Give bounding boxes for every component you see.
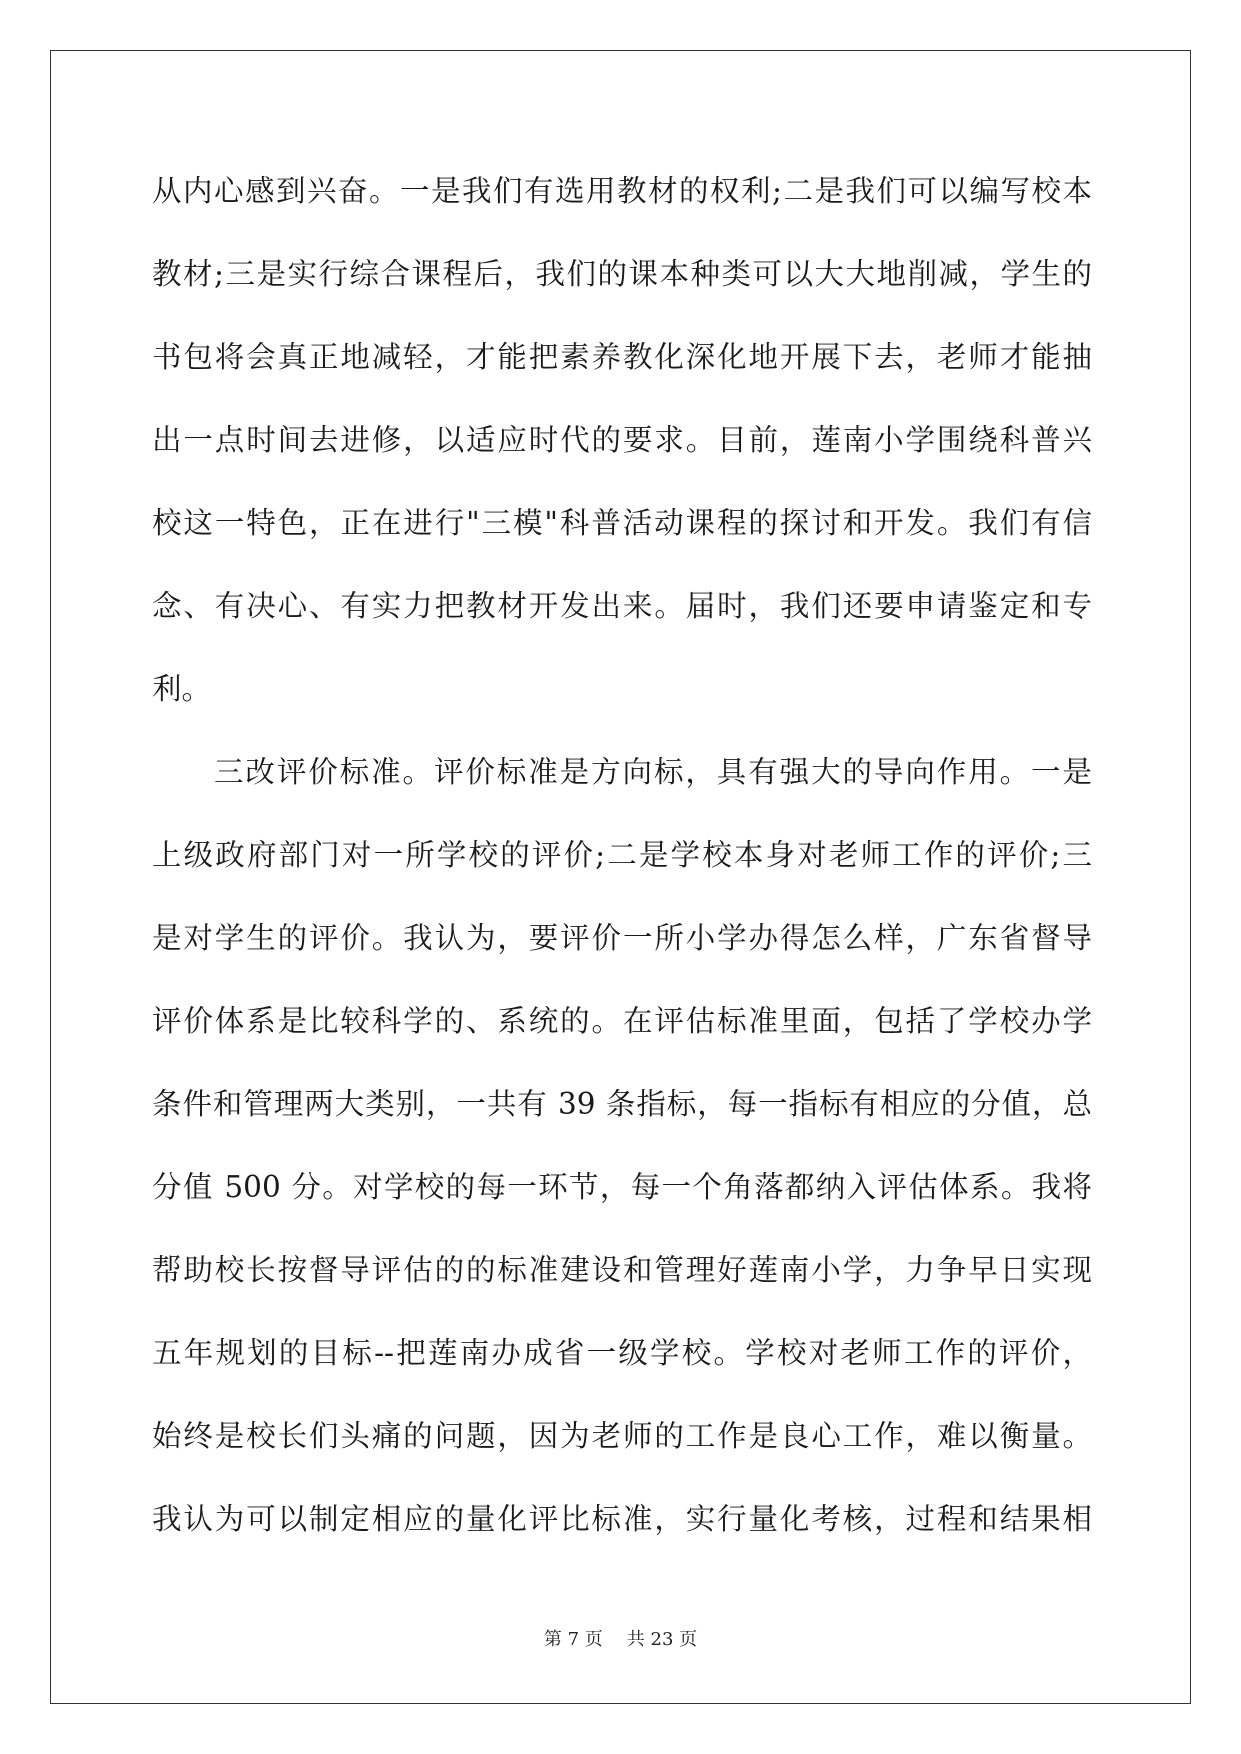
text-line: 教材;三是实行综合课程后，我们的课本种类可以大大地削减，学生的 [152,257,1092,291]
text-line: 书包将会真正地减轻，才能把素养教化深化地开展下去，老师才能抽 [152,340,1092,374]
text-line: 帮助校长按督导评估的的标准建设和管理好莲南小学，力争早日实现 [152,1253,1092,1287]
page-number: 第 7 页 [543,1629,603,1650]
text-line: 利。 [152,672,212,706]
text-line: 是对学生的评价。我认为，要评价一所小学办得怎么样，广东省督导 [152,921,1092,955]
text-line: 我认为可以制定相应的量化评比标准，实行量化考核，过程和结果相 [152,1502,1092,1536]
text-line: 三改评价标准。评价标准是方向标，具有强大的导向作用。一是 [214,755,1092,789]
page-footer [0,1628,1241,1652]
document-body [152,150,1092,1561]
page-total: 共 23 页 [626,1629,698,1650]
text-line: 从内心感到兴奋。一是我们有选用教材的权利;二是我们可以编写校本 [152,174,1092,208]
text-line: 出一点时间去进修，以适应时代的要求。目前，莲南小学围绕科普兴 [152,423,1092,457]
text-line: 上级政府部门对一所学校的评价;二是学校本身对老师工作的评价;三 [152,838,1092,872]
text-line: 分值 500 分。对学校的每一环节，每一个角落都纳入评估体系。我将 [152,1170,1092,1204]
text-line: 始终是校长们头痛的问题，因为老师的工作是良心工作，难以衡量。 [152,1419,1092,1453]
text-line: 条件和管理两大类别，一共有 39 条指标，每一指标有相应的分值，总 [152,1087,1092,1121]
text-line: 五年规划的目标--把莲南办成省一级学校。学校对老师工作的评价， [152,1336,1092,1370]
text-line: 念、有决心、有实力把教材开发出来。届时，我们还要申请鉴定和专 [152,589,1092,623]
text-line: 评价体系是比较科学的、系统的。在评估标准里面，包括了学校办学 [152,1004,1092,1038]
text-line: 校这一特色，正在进行"三模"科普活动课程的探讨和开发。我们有信 [152,506,1092,540]
